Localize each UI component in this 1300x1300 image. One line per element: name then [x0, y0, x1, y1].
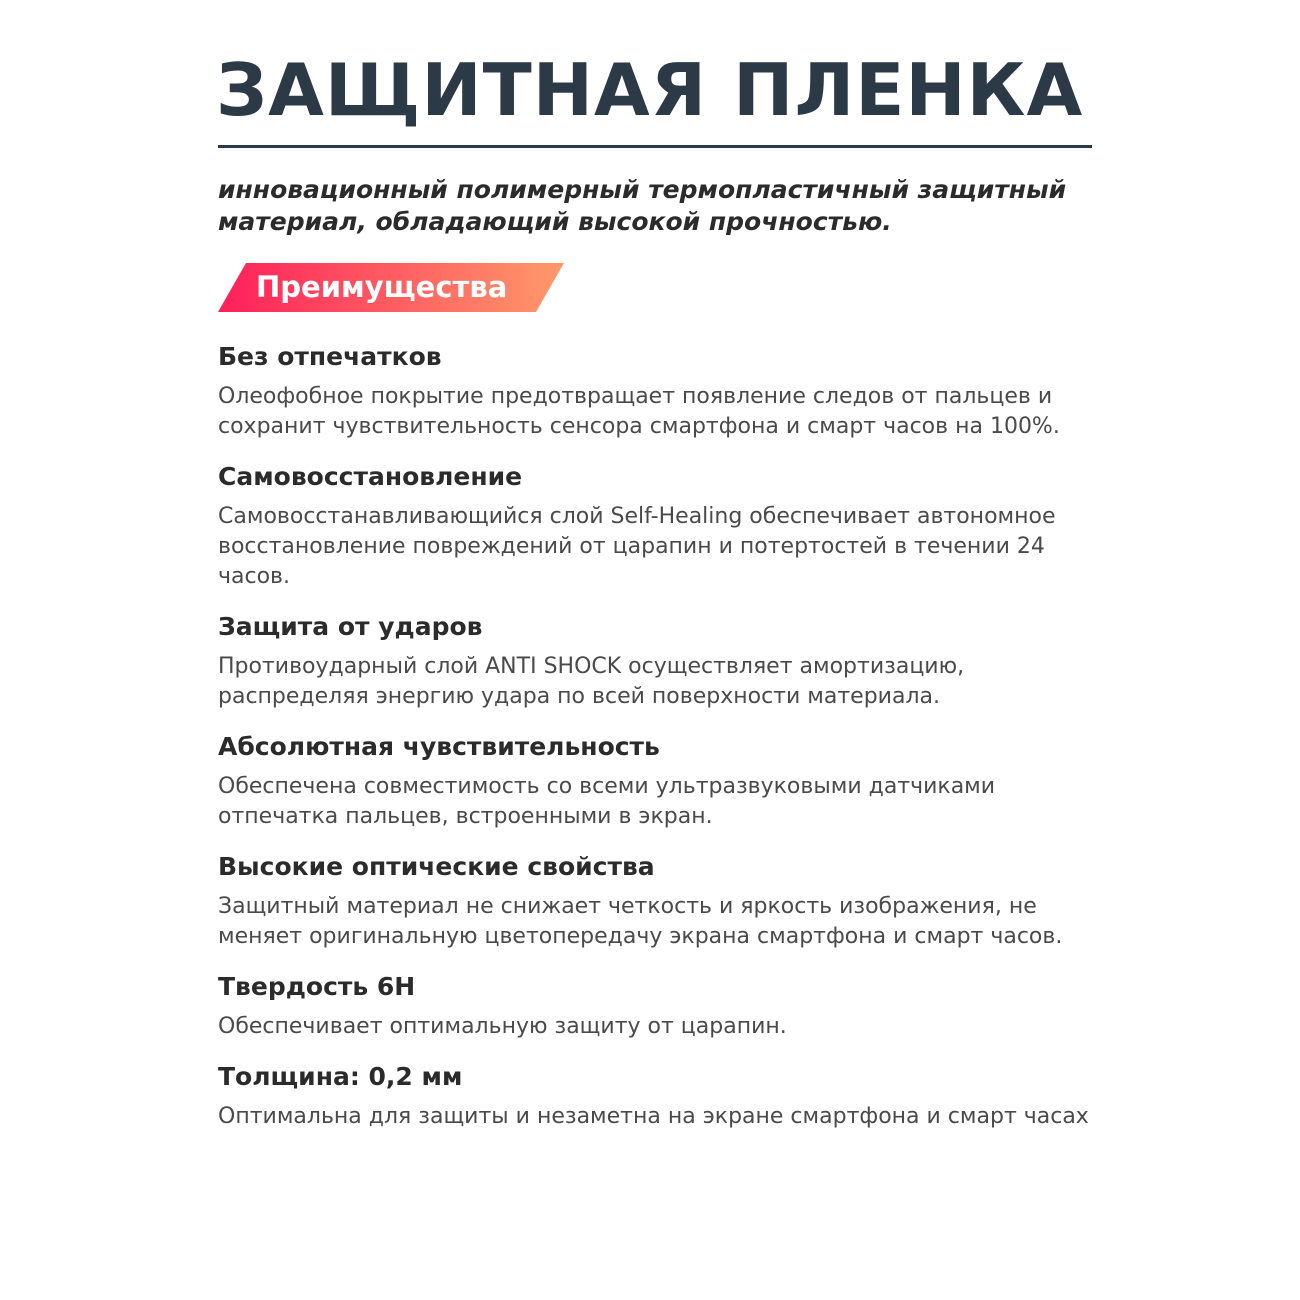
- feature-description: Оптимальна для защиты и незаметна на экране смартфона и смарт часах: [218, 1104, 1089, 1129]
- feature-description: Олеофобное покрытие предотвращает появление следов от пальцев и сохранит чувствительность сенсора смартфона и смарт часов на 100%.: [218, 384, 1060, 439]
- feature-hardness: [218, 970, 1092, 1042]
- feature-description: Обеспечена совместимость со всеми ультразвуковыми датчиками отпечатка пальцев, встроенными в экран.: [218, 774, 996, 829]
- feature-shock-protection: [218, 610, 1092, 712]
- feature-title: Толщина: 0,2 мм: [218, 1062, 463, 1091]
- feature-title: Твердость 6H: [218, 972, 416, 1001]
- feature-title: Без отпечатков: [218, 342, 442, 371]
- title-divider: [218, 145, 1092, 148]
- feature-fingerprint-free: [218, 340, 1092, 442]
- features-list: [218, 340, 1092, 1150]
- feature-description: Обеспечивает оптимальную защиту от царапин.: [218, 1014, 787, 1039]
- product-subtitle: инновационный полимерный термопластичный защитный материал, обладающий высокой прочностью.: [218, 175, 1067, 236]
- feature-title: Высокие оптические свойства: [218, 852, 655, 881]
- feature-thickness: [218, 1060, 1092, 1132]
- page-title: ЗАЩИТНАЯ ПЛЕНКА: [216, 48, 1084, 132]
- feature-optical: [218, 850, 1092, 952]
- feature-title: Абсолютная чувствительность: [218, 732, 660, 761]
- feature-sensitivity: [218, 730, 1092, 832]
- advantages-badge-label: Преимущества: [256, 270, 508, 304]
- feature-description: Противоударный слой ANTI SHOCK осуществляет амортизацию, распределяя энергию удара по всей поверхности материала.: [218, 654, 965, 709]
- feature-title: Защита от ударов: [218, 612, 483, 641]
- feature-title: Самовосстановление: [218, 462, 523, 491]
- feature-self-healing: [218, 460, 1092, 592]
- advantages-badge: [218, 263, 564, 312]
- feature-description: Защитный материал не снижает четкость и яркость изображения, не меняет оригинальную цветопередачу экрана смартфона и смарт часов.: [218, 894, 1063, 949]
- feature-description: Самовосстанавливающийся слой Self-Healing обеспечивает автономное восстановление повреждений от царапин и потертостей в течении 24 часов.: [218, 504, 1056, 589]
- product-info-card: [218, 0, 1092, 1300]
